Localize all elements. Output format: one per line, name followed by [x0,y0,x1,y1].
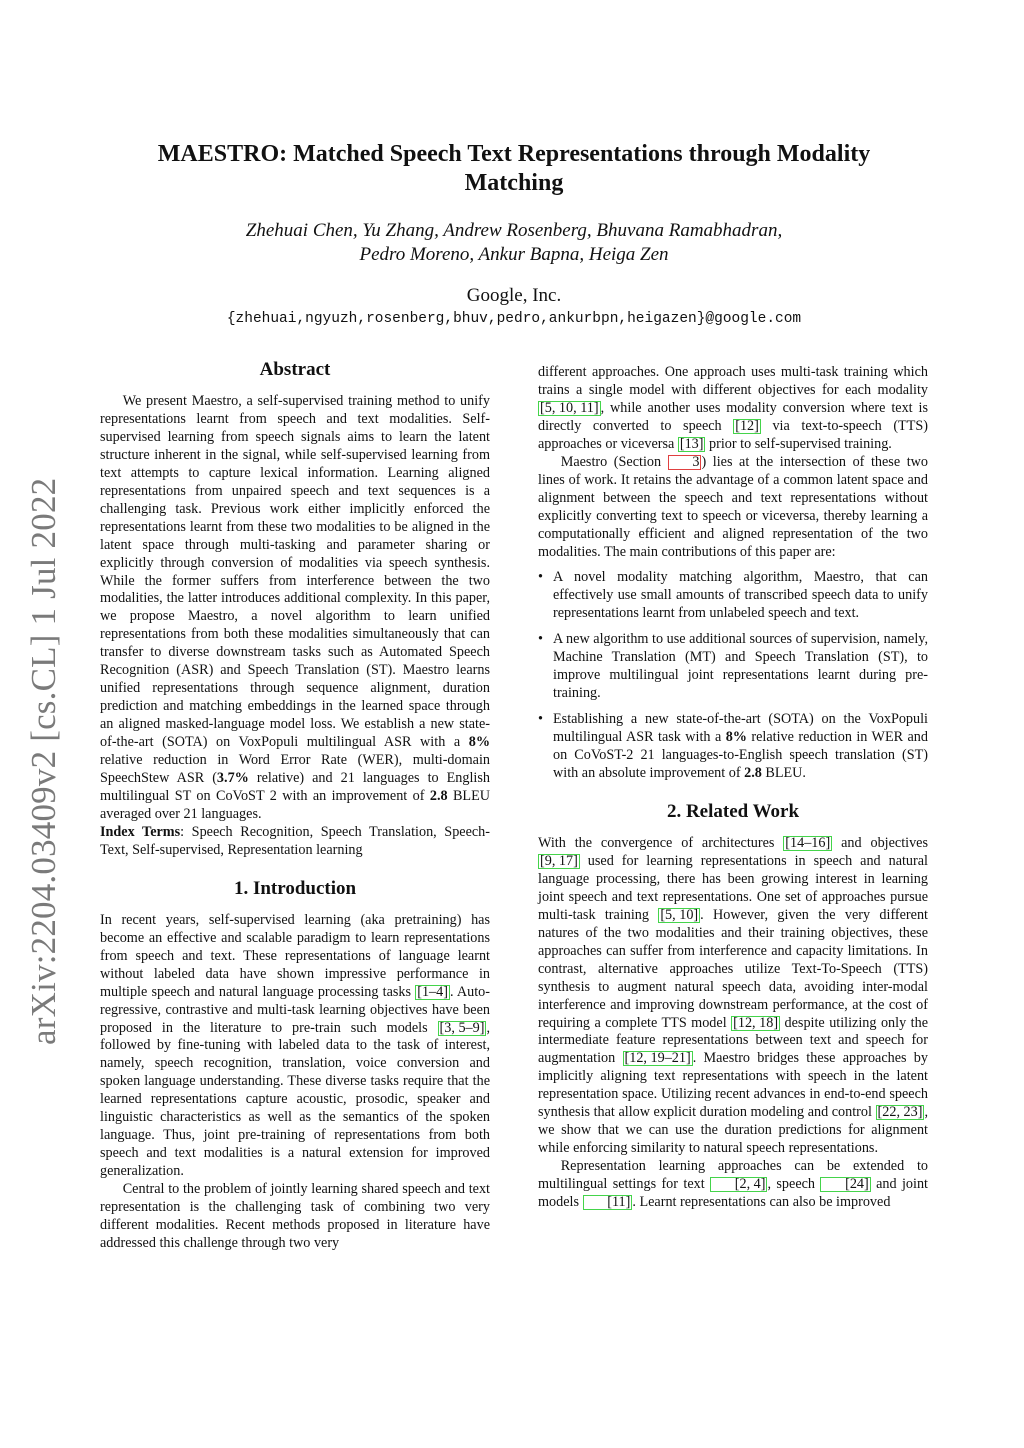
section-heading-related-work: 2. Related Work [666,800,800,822]
citation-link[interactable]: [11] [583,1195,633,1210]
left-column [100,358,490,1253]
contributions-list [538,569,928,782]
citation-link[interactable]: [12] [735,417,759,434]
citation-link[interactable]: [2, 4] [710,1177,767,1192]
bullet-icon: • [538,711,543,728]
author-list [130,219,898,267]
abstract-heading: Abstract [259,359,331,380]
author-line-1: Zhehuai Chen, Yu Zhang, Andrew Rosenberg, Bhuvana Ramabhadran, [245,220,783,241]
citation-link[interactable]: [1–4] [417,983,448,1000]
bullet-icon: • [538,569,543,586]
author-line-2: Pedro Moreno, Ankur Bapna, Heiga Zen [359,244,669,265]
related-paragraph-2: Representation learning approaches can be extended to multilingual settings for text [2, 4] , speech [24] and joint models [11] . Learnt representations can also be improved [538,1158,928,1211]
intro-paragraph-2: Central to the problem of jointly learning shared speech and text representation is the challenging task of combining two very different modalities. Recent methods proposed in literature have addressed this challenge through two very [100,1181,490,1251]
citation-link[interactable]: [5, 10] [660,906,699,923]
citation-link[interactable]: [5, 10, 11] [540,399,599,416]
citation-link[interactable]: [14–16] [785,834,831,851]
intro-paragraph-4: Maestro (Section 3 ) lies at the intersection of these two lines of work. It retains the advantage of a common latent space and alignment between the speech and text representations without explicitly converting text to speech or viceversa, thereby learning a computationally efficient and aligned representation of the two modalities. The main contributions of this paper are: [538,453,928,560]
paper-title: MAESTRO: Matched Speech Text Representations through Modality Matching [157,141,871,196]
arxiv-identifier: arXiv:2204.03409v2 [cs.CL] 1 Jul 2022 [24,477,63,1045]
citation-link[interactable]: [9, 17] [540,852,578,869]
index-terms: Index Terms: Speech Recognition, Speech Translation, Speech-Text, Self-supervised, Representation learning [100,823,490,858]
citation-link[interactable]: [22, 23] [877,1104,923,1121]
abstract-text: We present Maestro, a self-supervised training method to unify representations learnt from speech and text modalities. Self-supervised learning from speech signals aims to learn the latent structure inherent in the signal, while self-supervised learning from text attempts to capture lexical information. Learning aligned representations from unpaired speech and text sequences is a challenging task. Previous work either implicitly enforced the representations learnt from these two modalities to be aligned in the latent space through multi-tasking and parameter sharing or explicitly through conversion of modalities via speech synthesis. While the former suffers from interference between the two modalities, the latter introduces additional complexity. In this paper, we propose Maestro, a novel algorithm to learn unified representations from both these modalities simultaneously that can transfer to diverse downstream tasks such as Automated Speech Recognition (ASR) and Speech Translation (ST). Maestro learns unified representations through sequence alignment, duration prediction and matching embeddings in the learned space through an aligned masked-language model loss. We establish a new state-of-the-art (SOTA) on VoxPopuli multilingual ASR with a 8% relative reduction in Word Error Rate (WER), multi-domain SpeechStew ASR (3.7% relative) and 21 languages to English multilingual ST on CoVoST 2 with an improvement of 2.8 BLEU averaged over 21 languages. [100,393,491,822]
intro-paragraph-1: In recent years, self-supervised learning (aka pretraining) has become an effective and scalable paradigm to learn representations from speech and text. These representations of language learnt without labeled data have shown impressive performance in multiple speech and natural language processing tasks [1–4] . Auto-regressive, contrastive and multi-task learning objectives have been proposed in the literature to pre-train such models [3, 5–9] , followed by fine-tuning with labeled data to the task of interest, namely, speech recognition, translation, voice conversion and spoken language understanding. These diverse tasks require that the learned representations capture acoustic, prosodic, speaker and linguistic characteristics as well as the semantics of the spoken language. Thus, joint pre-training of representations from both speech and text modalities is a natural extension for improved generalization. [100,911,490,1180]
affiliation: Google, Inc. [466,285,562,306]
citation-link[interactable]: [12, 19–21] [624,1050,691,1067]
related-paragraph-1: With the convergence of architectures [14–16] and objectives [9, 17] used for learning representations in speech and natural language processing, there has been growing interest in learning joint speech and text representations. One set of approaches pursue multi-task training [5, 10] . However, given the very different natures of the two modalities and their training objectives, these approaches can suffer from interference and capacity limitations. In contrast, alternative approaches utilize Text-To-Speech (TTS) synthesis to augment natural speech data, avoiding inter-modal interference and improving downstream performance, at the cost of requiring a complete TTS model [12, 18] despite utilizing only the intermediate feature representations between text and speech for augmentation [12, 19–21] . Maestro bridges these approaches by implicitly aligning text representations with speech in the latent representation space. Utilizing recent advances in end-to-end speech synthesis that allow explicit duration modeling and control [22, 23] , we show that we can use the duration predictions for alignment while enforcing similarity to natural speech representations. [538,834,928,1157]
section-reference-link[interactable]: 3 [668,455,702,470]
list-item: • A novel modality matching algorithm, Maestro, that can effectively use small amounts of transcribed speech data to unify representations learnt from unlabeled speech and text. [538,569,928,622]
index-terms-label: Index Terms [100,823,181,840]
bullet-icon: • [538,631,543,648]
author-emails: {zhehuai,ngyuzh,rosenberg,bhuv,pedro,ankurbpn,heigazen}@google.com [226,311,802,327]
citation-link[interactable]: [3, 5–9] [439,1019,485,1036]
list-item: • Establishing a new state-of-the-art (SOTA) on the VoxPopuli multilingual ASR task with a 8% relative reduction in WER and on CoVoST-2 21 languages-to-English speech translation (ST) with an absolute improvement of 2.8 BLEU. [538,711,928,782]
citation-link[interactable]: [13] [679,435,704,452]
list-item: • A new algorithm to use additional sources of supervision, namely, Machine Translation (MT) and Speech Translation (ST), to improve multilingual joint representations learnt during pre-training. [538,631,928,702]
right-column [538,364,928,1212]
citation-link[interactable]: [12, 18] [733,1014,779,1031]
intro-paragraph-3: different approaches. One approach uses multi-task training which trains a single model with different objectives for each modality [5, 10, 11] , while another uses modality conversion where text is directly converted to speech [12] via text-to-speech (TTS) approaches or viceversa [13] prior to self-supervised training. [538,364,928,452]
section-heading-introduction: 1. Introduction [233,877,357,899]
citation-link[interactable]: [24] [820,1177,870,1192]
